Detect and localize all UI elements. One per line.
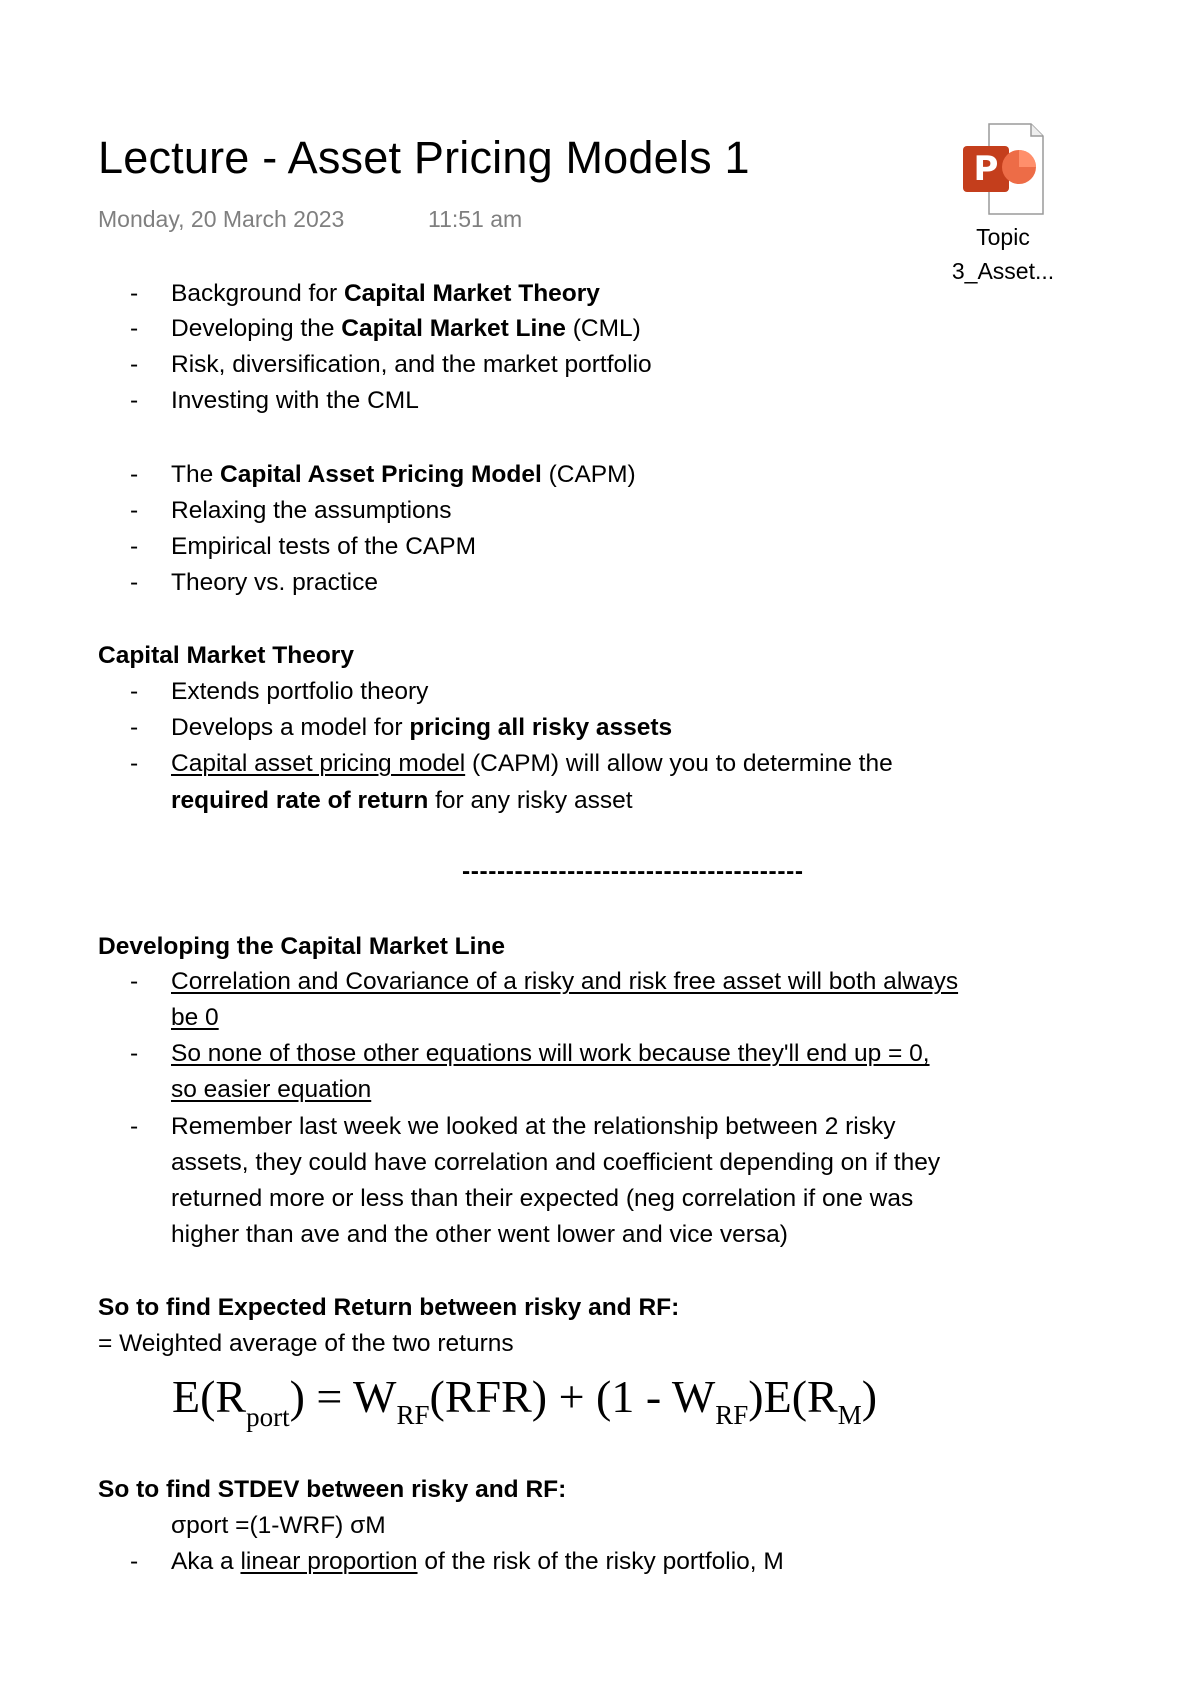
bullet-dash: - (130, 750, 139, 777)
bullet-dash: - (130, 968, 139, 995)
page-title: Lecture - Asset Pricing Models 1 (98, 132, 750, 183)
bullet-dash: - (130, 714, 139, 741)
outline-item: The Capital Asset Pricing Model (CAPM) (171, 461, 636, 488)
attachment-file[interactable] (940, 122, 1066, 288)
outline-item: Relaxing the assumptions (171, 497, 452, 524)
outline-item: Investing with the CML (171, 387, 419, 414)
page-date: Monday, 20 March 2023 (98, 206, 345, 232)
bullet-dash: - (130, 351, 139, 378)
section-heading-expected-return: So to find Expected Return between risky and RF: (98, 1294, 680, 1321)
cml-item: So none of those other equations will work because they'll end up = 0, (171, 1040, 930, 1067)
outline-item: Background for Capital Market Theory (171, 280, 600, 307)
expected-return-formula (172, 1366, 912, 1436)
attachment-name-line2: 3_Asset... (951, 258, 1055, 284)
svg-text:E(Rport) = WRF(RFR) + (1 - WRF: $E(R_{port}) = W_{RF}(RFR) + (1 - W_{RF})E(R_M)$ (172, 1371, 878, 1432)
section-heading-cmt: Capital Market Theory (98, 642, 354, 669)
bullet-dash: - (130, 1548, 139, 1575)
outline-item: Theory vs. practice (171, 569, 378, 596)
separator-line: --------------------------------------- (462, 858, 804, 885)
bullet-dash: - (130, 315, 139, 342)
cml-item-continued: so easier equation (171, 1076, 372, 1103)
bullet-dash: - (130, 461, 139, 488)
bullet-dash: - (130, 387, 139, 414)
bullet-dash: - (130, 497, 139, 524)
cml-item: Remember last week we looked at the relationship between 2 risky (171, 1113, 896, 1140)
cmt-item: Extends portfolio theory (171, 678, 429, 705)
cml-item-continued: returned more or less than their expected (neg correlation if one was (171, 1185, 914, 1212)
bullet-dash: - (130, 280, 139, 307)
ppt-letter: P (973, 149, 999, 189)
stdev-item: Aka a linear proportion of the risk of the risky portfolio, M (171, 1548, 784, 1575)
page-time: 11:51 am (428, 206, 523, 232)
cml-item-continued: assets, they could have correlation and coefficient depending on if they (171, 1149, 941, 1176)
cmt-item-continued: required rate of return for any risky asset (171, 787, 633, 814)
cml-item-continued: higher than ave and the other went lower and vice versa) (171, 1221, 788, 1248)
cml-item-continued: be 0 (171, 1004, 219, 1031)
cmt-item: Develops a model for pricing all risky assets (171, 714, 673, 741)
bullet-dash: - (130, 1113, 139, 1140)
stdev-formula-line: σport =(1-WRF) σM (171, 1512, 386, 1539)
outline-item: Risk, diversification, and the market portfolio (171, 351, 652, 378)
powerpoint-file-icon (961, 122, 1045, 216)
bullet-dash: - (130, 533, 139, 560)
section-heading-stdev: So to find STDEV between risky and RF: (98, 1476, 567, 1503)
cml-item: Correlation and Covariance of a risky and risk free asset will both always (171, 968, 959, 995)
attachment-name-line1: Topic (976, 224, 1030, 250)
outline-item: Developing the Capital Market Line (CML) (171, 315, 641, 342)
outline-item: Empirical tests of the CAPM (171, 533, 476, 560)
expected-return-note: = Weighted average of the two returns (98, 1330, 514, 1357)
cmt-item: Capital asset pricing model (CAPM) will allow you to determine the (171, 750, 893, 777)
bullet-dash: - (130, 678, 139, 705)
bullet-dash: - (130, 1040, 139, 1067)
section-heading-cml: Developing the Capital Market Line (98, 933, 506, 960)
bullet-dash: - (130, 569, 139, 596)
